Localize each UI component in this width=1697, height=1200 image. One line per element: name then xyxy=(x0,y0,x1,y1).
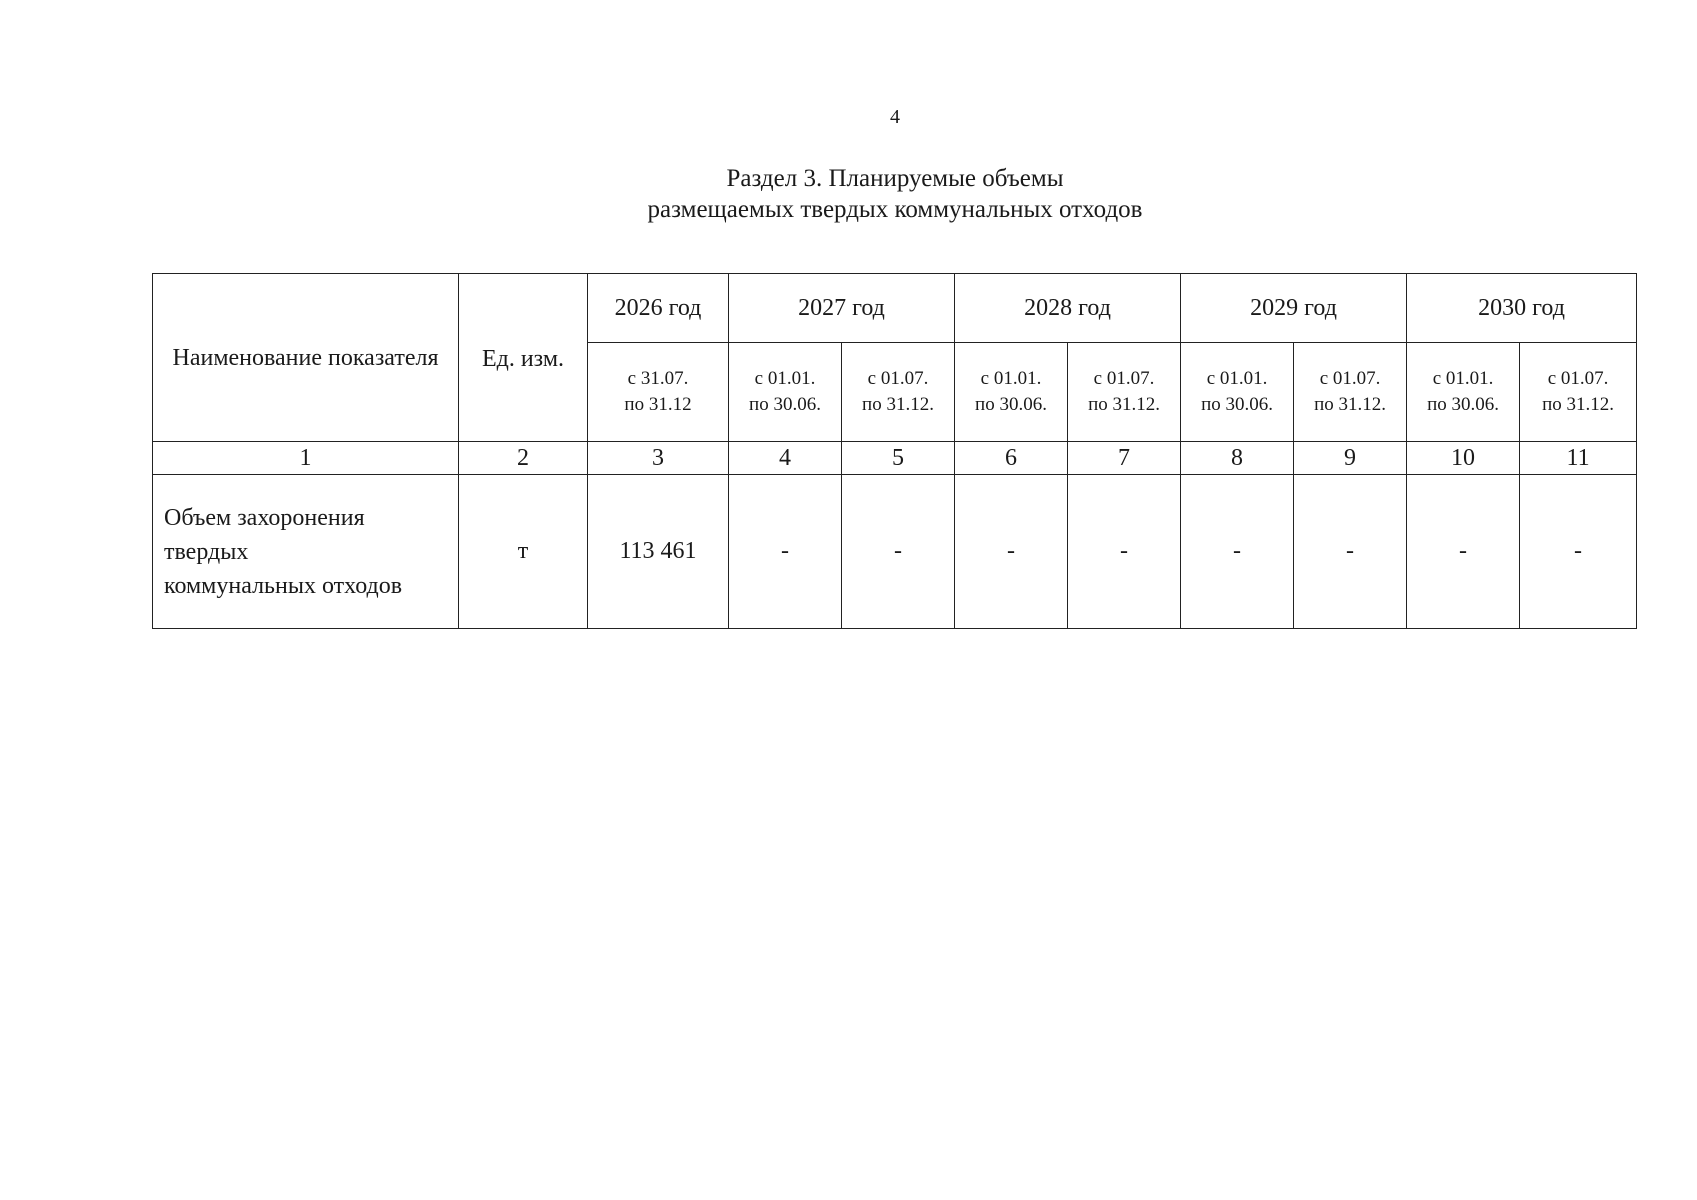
value-cell: - xyxy=(1520,475,1637,629)
indicator-name: Объем захоронения твердых коммунальных отходов xyxy=(153,475,459,629)
section-title xyxy=(0,163,1697,225)
header-year-2030: 2030 год xyxy=(1407,274,1637,343)
header-year-2028: 2028 год xyxy=(955,274,1181,343)
value-cell: - xyxy=(1068,475,1181,629)
column-number: 7 xyxy=(1068,442,1181,475)
value-cell: - xyxy=(1407,475,1520,629)
column-number: 10 xyxy=(1407,442,1520,475)
header-period: с 01.07. по 31.12. xyxy=(1068,343,1181,442)
column-number: 9 xyxy=(1294,442,1407,475)
value-cell: - xyxy=(1294,475,1407,629)
column-number: 3 xyxy=(588,442,729,475)
value-cell: 113 461 xyxy=(588,475,729,629)
value-cell: - xyxy=(1181,475,1294,629)
column-number: 2 xyxy=(459,442,588,475)
indicator-unit: т xyxy=(459,475,588,629)
table-row xyxy=(153,475,1637,629)
value-cell: - xyxy=(729,475,842,629)
header-period: с 01.01. по 30.06. xyxy=(1407,343,1520,442)
header-unit: Ед. изм. xyxy=(459,274,588,442)
header-period: с 01.07. по 31.12. xyxy=(1520,343,1637,442)
column-number: 6 xyxy=(955,442,1068,475)
column-number: 1 xyxy=(153,442,459,475)
header-year-2026: 2026 год xyxy=(588,274,729,343)
section-title-line-2: размещаемых твердых коммунальных отходов xyxy=(647,196,1143,223)
header-period: с 31.07. по 31.12 xyxy=(588,343,729,442)
section-title-line-1: Раздел 3. Планируемые объемы xyxy=(726,165,1064,192)
value-cell: - xyxy=(842,475,955,629)
header-indicator-name: Наименование показателя xyxy=(153,274,459,442)
column-number-row xyxy=(153,442,1637,475)
header-year-2027: 2027 год xyxy=(729,274,955,343)
column-number: 4 xyxy=(729,442,842,475)
column-number: 5 xyxy=(842,442,955,475)
column-number: 11 xyxy=(1520,442,1637,475)
waste-volume-table xyxy=(152,273,1637,629)
header-period: с 01.07. по 31.12. xyxy=(842,343,955,442)
header-period: с 01.01. по 30.06. xyxy=(1181,343,1294,442)
column-number: 8 xyxy=(1181,442,1294,475)
header-period: с 01.01. по 30.06. xyxy=(729,343,842,442)
header-row-years xyxy=(153,274,1637,343)
header-year-2029: 2029 год xyxy=(1181,274,1407,343)
header-period: с 01.01. по 30.06. xyxy=(955,343,1068,442)
value-cell: - xyxy=(955,475,1068,629)
page-number: 4 xyxy=(890,106,900,128)
header-period: с 01.07. по 31.12. xyxy=(1294,343,1407,442)
